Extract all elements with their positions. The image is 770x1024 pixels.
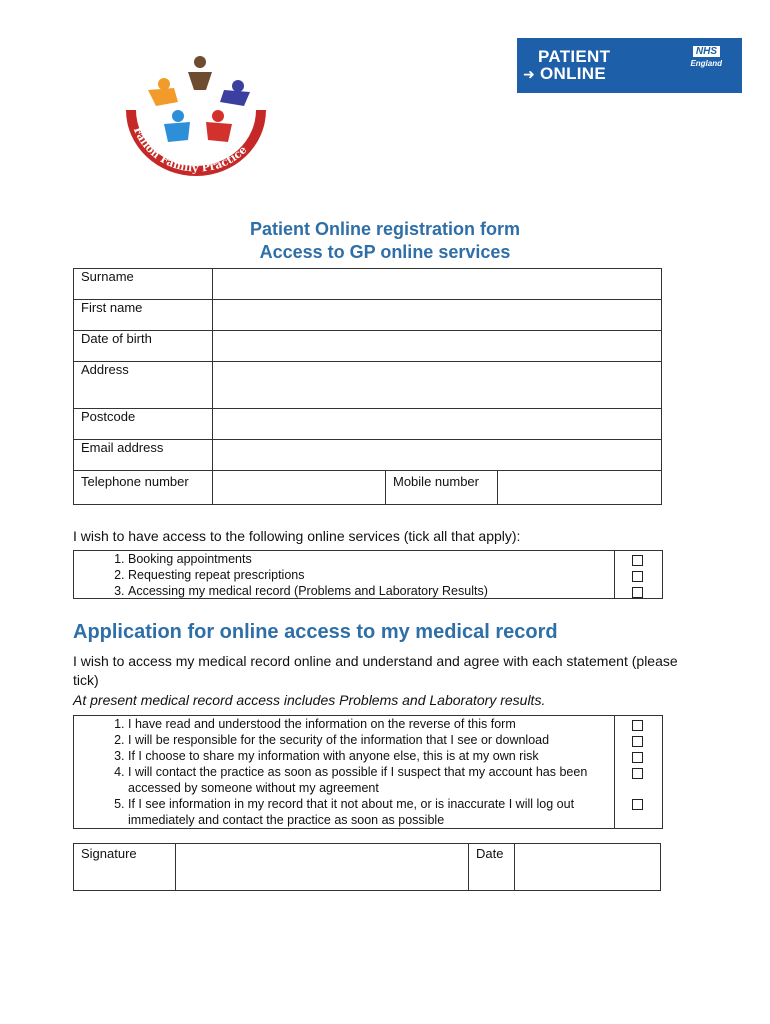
signature-label: Signature (74, 844, 176, 891)
checkbox-agree-3[interactable] (632, 752, 643, 763)
date-label: Date (469, 844, 515, 891)
checkbox-agree-1[interactable] (632, 720, 643, 731)
agreement-item: 3. If I choose to share my information with anyone else, this is at my own risk (128, 748, 614, 764)
nhs-england-label: England (690, 59, 722, 68)
postcode-field[interactable] (213, 409, 662, 440)
mobile-field[interactable] (498, 471, 662, 505)
form-title: Patient Online registration form (249, 219, 521, 239)
patient-online-line1: PATIENT (538, 47, 611, 66)
patient-online-line2: ONLINE (540, 64, 607, 83)
first-name-label: First name (74, 300, 213, 331)
services-list (73, 550, 663, 599)
service-item: 1. Booking appointments (128, 551, 614, 567)
practice-logo (120, 50, 270, 180)
telephone-field[interactable] (213, 471, 386, 505)
first-name-field[interactable] (213, 300, 662, 331)
agreement-item: 1. I have read and understood the information on the reverse of this form (128, 716, 614, 732)
checkbox-booking[interactable] (632, 555, 643, 566)
email-label: Email address (74, 440, 213, 471)
date-field[interactable] (515, 844, 661, 891)
patient-online-logo (517, 38, 742, 93)
checkbox-medical-record[interactable] (632, 587, 643, 598)
surname-field[interactable] (213, 269, 662, 300)
checkbox-agree-4[interactable] (632, 768, 643, 779)
email-field[interactable] (213, 440, 662, 471)
agreement-item: 2. I will be responsible for the security of the information that I see or download (128, 732, 614, 748)
application-heading: Application for online access to my medical record (73, 621, 558, 643)
service-item: 2. Requesting repeat prescriptions (128, 567, 614, 583)
telephone-label: Telephone number (74, 471, 213, 505)
address-field[interactable] (213, 362, 662, 409)
signature-field[interactable] (176, 844, 469, 891)
signature-table (73, 843, 661, 891)
surname-label: Surname (74, 269, 213, 300)
dob-field[interactable] (213, 331, 662, 362)
personal-details-table (73, 268, 662, 505)
postcode-label: Postcode (74, 409, 213, 440)
mobile-label: Mobile number (386, 471, 498, 505)
address-label: Address (74, 362, 213, 409)
service-item: 3. Accessing my medical record (Problems and Laboratory Results) (128, 583, 614, 599)
agreement-list (73, 715, 663, 829)
arrow-right-icon: ➜ (523, 66, 535, 82)
form-subtitle: Access to GP online services (259, 242, 511, 262)
checkbox-agree-5[interactable] (632, 799, 643, 810)
checkbox-prescriptions[interactable] (632, 571, 643, 582)
practice-logo-text: Fallon Family Practice (130, 125, 250, 175)
dob-label: Date of birth (74, 331, 213, 362)
agreement-item: 5. If I see information in my record that it not about me, or is inaccurate I will log out immediately and contact the practice as soon as possible (128, 796, 614, 828)
services-intro: I wish to have access to the following online services (tick all that apply): (73, 528, 521, 544)
nhs-badge: NHS (693, 46, 720, 57)
agreement-item: 4. I will contact the practice as soon as possible if I suspect that my account has been accessed by someone without my agreement (128, 764, 614, 796)
svg-text:Fallon Family Practice (131, 125, 250, 175)
application-note: At present medical record access includes Problems and Laboratory results. (73, 692, 546, 708)
application-intro: I wish to access my medical record online and understand and agree with each statement (please tick) (73, 653, 678, 688)
checkbox-agree-2[interactable] (632, 736, 643, 747)
